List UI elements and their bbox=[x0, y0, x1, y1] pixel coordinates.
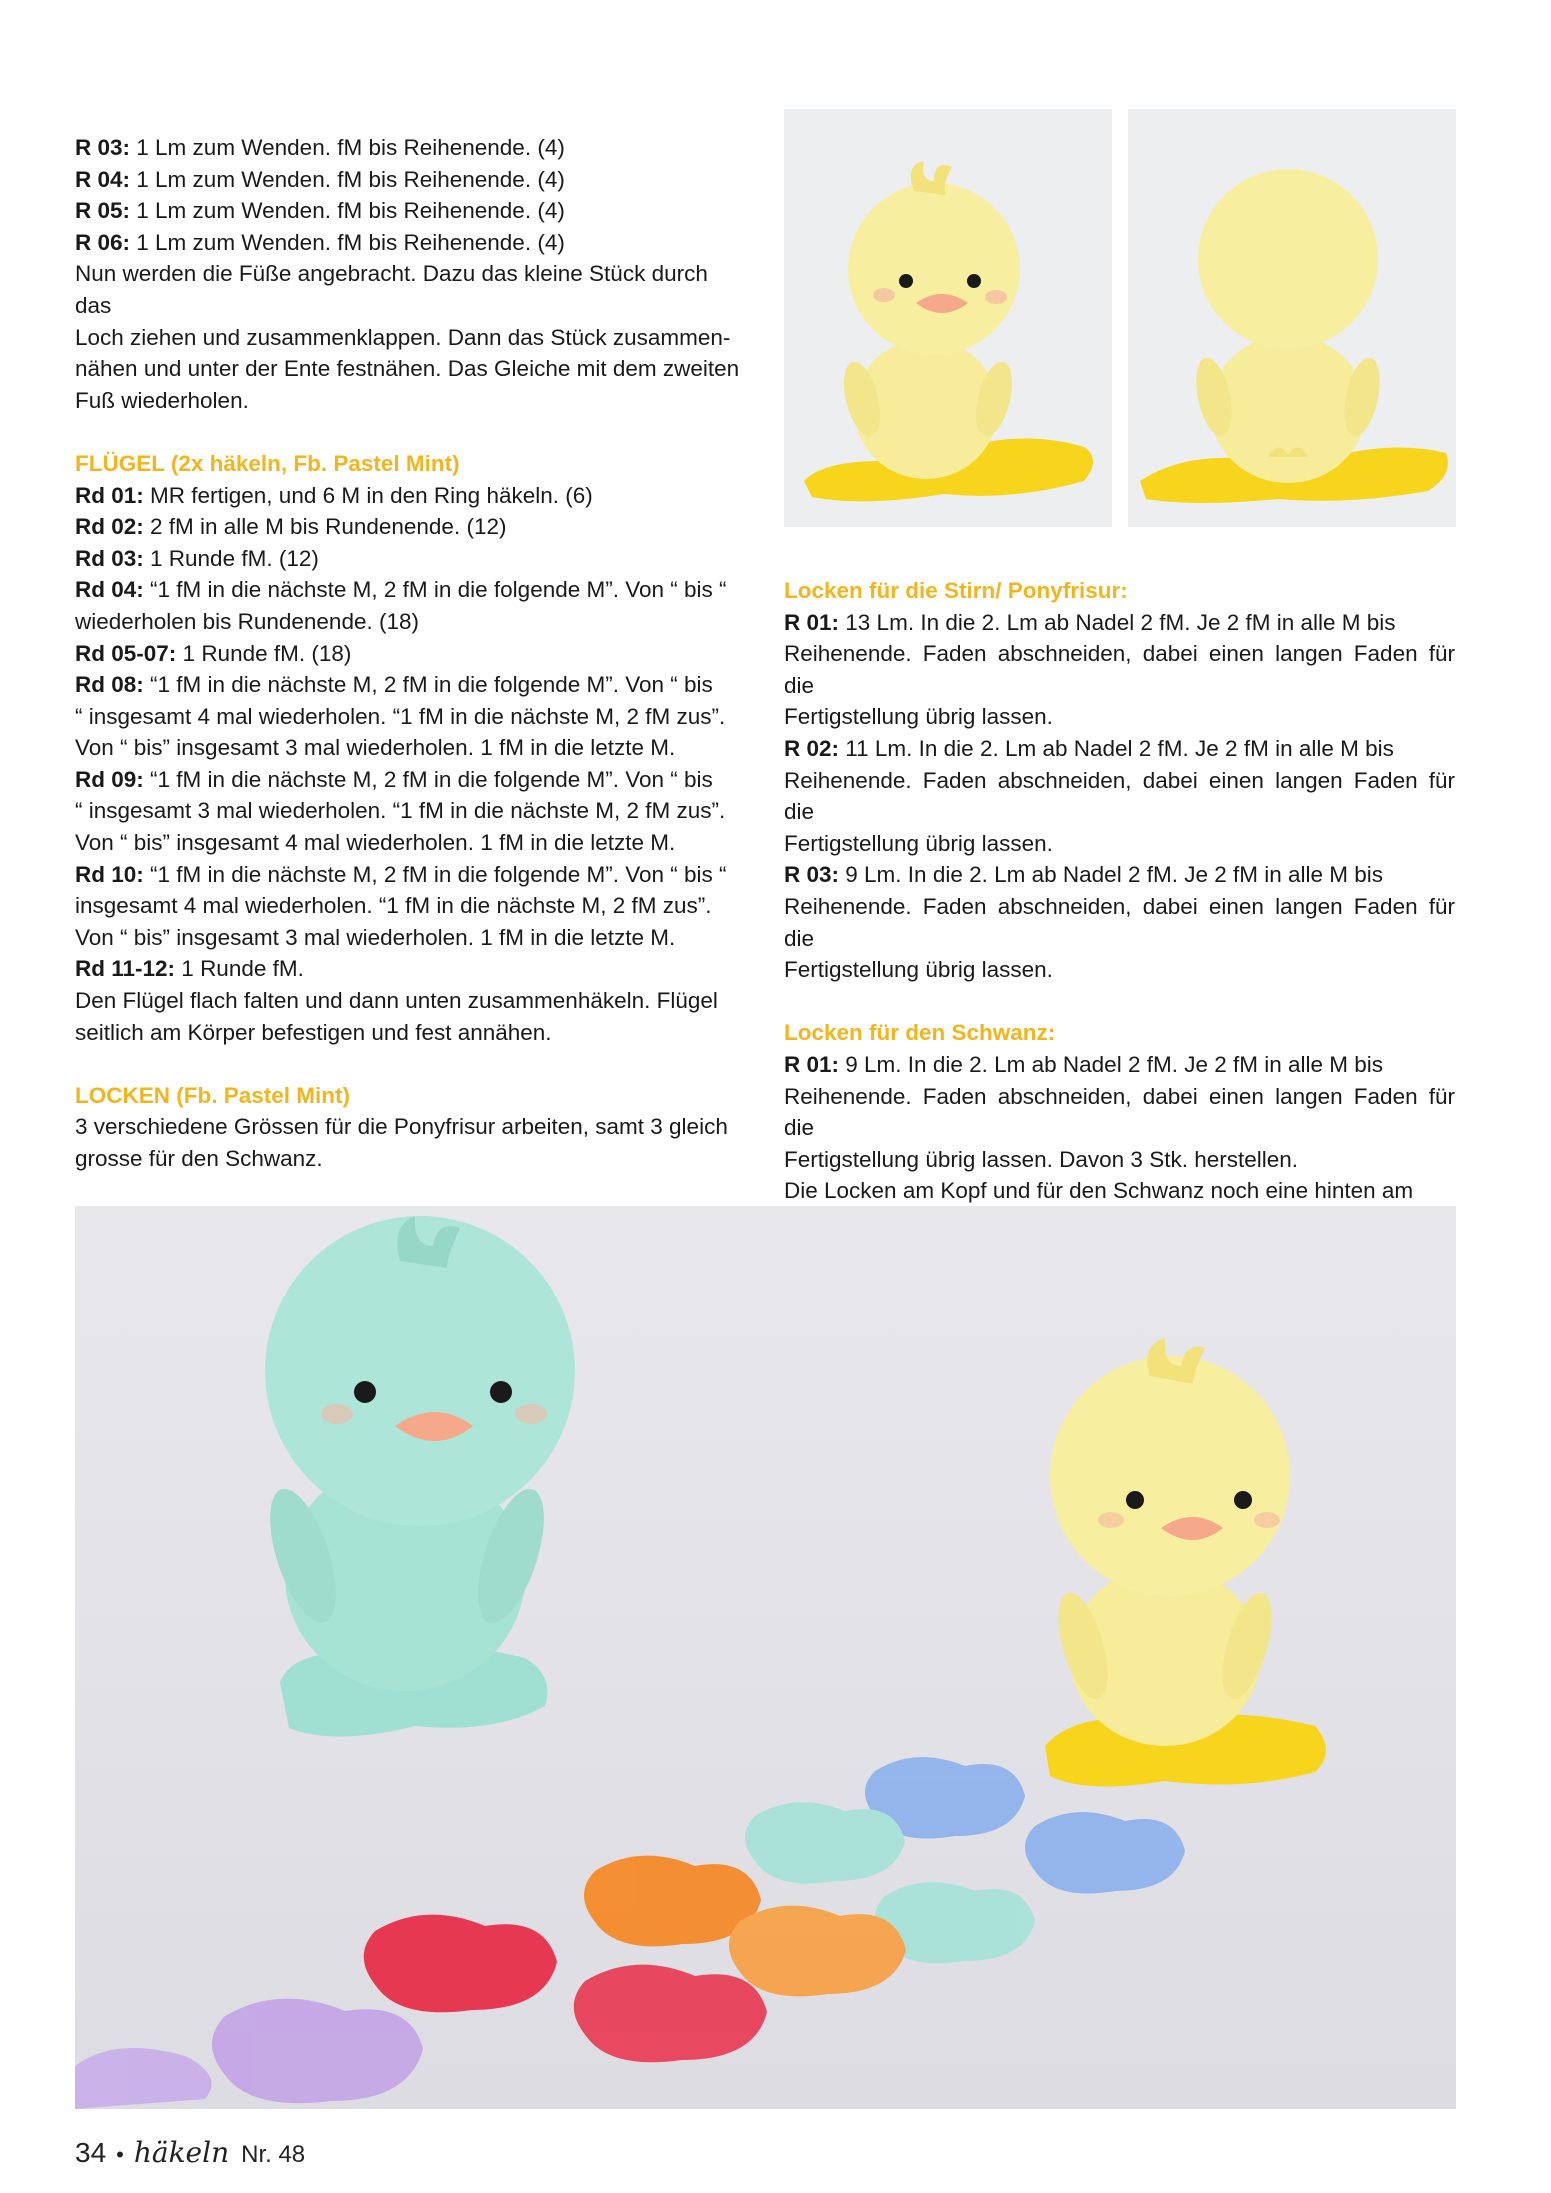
pattern-row bbox=[75, 574, 745, 637]
row-text: 1 Lm zum Wenden. fM bis Reihenende. (4) bbox=[130, 135, 565, 160]
footer-bullet: • bbox=[116, 2142, 124, 2167]
pattern-row bbox=[75, 164, 745, 196]
row-label: R 03: bbox=[75, 135, 131, 160]
page-footer bbox=[75, 2136, 305, 2176]
pattern-row bbox=[75, 953, 745, 985]
row-text-continued: Reihenende. Faden abschneiden, dabei einen langen Faden für die bbox=[784, 893, 1455, 951]
wings-heading: FLÜGEL (2x häkeln, Fb. Pastel Mint) bbox=[75, 450, 460, 476]
forehead-rows bbox=[784, 607, 1455, 986]
row-text: “1 fM in die nächste M, 2 fM in die folgende M”. Von “ bis bbox=[143, 766, 713, 792]
pattern-row bbox=[75, 511, 745, 543]
text-line: Loch ziehen und zusammenklappen. Dann das Stück zusammen- bbox=[75, 324, 731, 350]
row-text-continued: Von “ bis” insgesamt 3 mal wiederholen. 1 fM in die letzte M. bbox=[75, 735, 676, 761]
row-label: Rd 02: bbox=[75, 514, 144, 540]
magazine-logo: häkeln bbox=[133, 2136, 230, 2169]
feet-instructions bbox=[75, 258, 745, 416]
row-text: MR fertigen, und 6 M in den Ring häkeln. (6) bbox=[143, 482, 593, 508]
row-text: 1 Lm zum Wenden. fM bis Reihenende. (4) bbox=[130, 166, 565, 192]
row-label: R 01: bbox=[784, 1051, 840, 1077]
pattern-row bbox=[75, 859, 745, 954]
row-text: “1 fM in die nächste M, 2 fM in die folgende M”. Von “ bis “ bbox=[143, 577, 727, 603]
rows-top bbox=[75, 132, 745, 258]
row-text: 1 Runde fM. (18) bbox=[176, 640, 352, 666]
pattern-row bbox=[75, 480, 745, 512]
text-line: Die Locken am Kopf und für den Schwanz noch eine hinten am bbox=[784, 1178, 1414, 1204]
wing-rows bbox=[75, 480, 745, 986]
photo-yellow-duck-back bbox=[1128, 109, 1456, 527]
row-text: 9 Lm. In die 2. Lm ab Nadel 2 fM. Je 2 fM in alle M bis bbox=[839, 862, 1384, 888]
left-column bbox=[75, 132, 745, 1175]
row-label: Rd 03: bbox=[75, 545, 144, 571]
curls-text bbox=[75, 1111, 745, 1174]
row-text-continued: Reihenende. Faden abschneiden, dabei einen langen Faden für die bbox=[784, 1083, 1455, 1141]
row-text: 2 fM in alle M bis Rundenende. (12) bbox=[143, 514, 507, 540]
row-label: Rd 11-12: bbox=[75, 956, 176, 982]
pattern-row bbox=[784, 607, 1455, 733]
text-line: 3 verschiedene Grössen für die Ponyfrisur arbeiten, samt 3 gleich bbox=[75, 1114, 728, 1140]
row-text-continued: Fertigstellung übrig lassen. bbox=[784, 704, 1053, 730]
photo-ducks-with-teethers bbox=[75, 1206, 1456, 2109]
text-line: Nun werden die Füße angebracht. Dazu das kleine Stück durch das bbox=[75, 261, 708, 318]
pattern-row bbox=[784, 733, 1455, 859]
row-text-continued: wiederholen bis Rundenende. (18) bbox=[75, 608, 419, 634]
row-label: Rd 08: bbox=[75, 672, 144, 698]
pattern-row bbox=[75, 227, 745, 259]
pattern-row bbox=[784, 859, 1455, 985]
text-line: seitlich am Körper befestigen und fest annähen. bbox=[75, 1019, 552, 1045]
issue-number: Nr. 48 bbox=[241, 2141, 306, 2168]
pattern-row bbox=[75, 195, 745, 227]
row-text-continued: Von “ bis” insgesamt 4 mal wiederholen. 1 fM in die letzte M. bbox=[75, 830, 676, 856]
row-text: 1 Runde fM. (12) bbox=[143, 545, 319, 571]
row-label: Rd 09: bbox=[75, 766, 144, 792]
row-text-continued: Von “ bis” insgesamt 3 mal wiederholen. 1 fM in die letzte M. bbox=[75, 924, 676, 950]
row-text: 13 Lm. In die 2. Lm ab Nadel 2 fM. Je 2 fM in alle M bis bbox=[839, 609, 1396, 635]
row-text-continued: Fertigstellung übrig lassen. bbox=[784, 830, 1053, 856]
row-label: R 03: bbox=[784, 862, 840, 888]
row-label: R 02: bbox=[784, 735, 840, 761]
row-label: Rd 10: bbox=[75, 861, 144, 887]
row-text: 11 Lm. In die 2. Lm ab Nadel 2 fM. Je 2 fM in alle M bis bbox=[839, 735, 1394, 761]
page-number: 34 bbox=[75, 2137, 107, 2168]
photo-yellow-duck-front bbox=[784, 109, 1112, 527]
row-text: “1 fM in die nächste M, 2 fM in die folgende M”. Von “ bis “ bbox=[143, 861, 727, 887]
row-text-continued: Fertigstellung übrig lassen. Davon 3 Stk. herstellen. bbox=[784, 1146, 1299, 1172]
row-text: “1 fM in die nächste M, 2 fM in die folgende M”. Von “ bis bbox=[143, 672, 713, 698]
forehead-curls-heading: Locken für die Stirn/ Ponyfrisur: bbox=[784, 578, 1128, 603]
pattern-row bbox=[75, 543, 745, 575]
row-text: 9 Lm. In die 2. Lm ab Nadel 2 fM. Je 2 fM in alle M bis bbox=[839, 1051, 1384, 1077]
row-label: R 01: bbox=[784, 609, 840, 635]
row-label: R 06: bbox=[75, 229, 131, 255]
row-text: 1 Lm zum Wenden. fM bis Reihenende. (4) bbox=[130, 198, 565, 224]
text-line: Den Flügel flach falten und dann unten zusammenhäkeln. Flügel bbox=[75, 988, 718, 1014]
pattern-row bbox=[784, 1049, 1455, 1175]
row-text-continued: “ insgesamt 4 mal wiederholen. “1 fM in die nächste M, 2 fM zus”. bbox=[75, 703, 726, 729]
row-label: R 04: bbox=[75, 166, 131, 192]
tail-curls-heading: Locken für den Schwanz: bbox=[784, 1020, 1056, 1046]
pattern-row bbox=[75, 764, 745, 859]
tail-rows bbox=[784, 1049, 1455, 1175]
row-label: Rd 01: bbox=[75, 482, 144, 508]
pattern-row bbox=[75, 132, 745, 164]
text-line: nähen und unter der Ente festnähen. Das Gleiche mit dem zweiten bbox=[75, 356, 740, 382]
right-column bbox=[784, 575, 1455, 1302]
row-text-continued: Fertigstellung übrig lassen. bbox=[784, 957, 1053, 983]
row-label: Rd 05-07: bbox=[75, 640, 177, 666]
row-text: 1 Runde fM. bbox=[175, 956, 304, 982]
text-line: grosse für den Schwanz. bbox=[75, 1146, 323, 1171]
curls-heading: LOCKEN (Fb. Pastel Mint) bbox=[75, 1082, 350, 1108]
row-text-continued: “ insgesamt 3 mal wiederholen. “1 fM in die nächste M, 2 fM zus”. bbox=[75, 798, 726, 824]
wing-finish-text bbox=[75, 985, 745, 1048]
row-text-continued: insgesamt 4 mal wiederholen. “1 fM in die nächste M, 2 fM zus”. bbox=[75, 893, 712, 919]
row-label: Rd 04: bbox=[75, 577, 144, 603]
row-label: R 05: bbox=[75, 198, 131, 224]
text-line: Fuß wiederholen. bbox=[75, 387, 249, 413]
pattern-row bbox=[75, 669, 745, 764]
row-text-continued: Reihenende. Faden abschneiden, dabei einen langen Faden für die bbox=[784, 767, 1455, 825]
row-text-continued: Reihenende. Faden abschneiden, dabei einen langen Faden für die bbox=[784, 641, 1455, 698]
row-text: 1 Lm zum Wenden. fM bis Reihenende. (4) bbox=[130, 229, 565, 255]
pattern-row bbox=[75, 638, 745, 670]
